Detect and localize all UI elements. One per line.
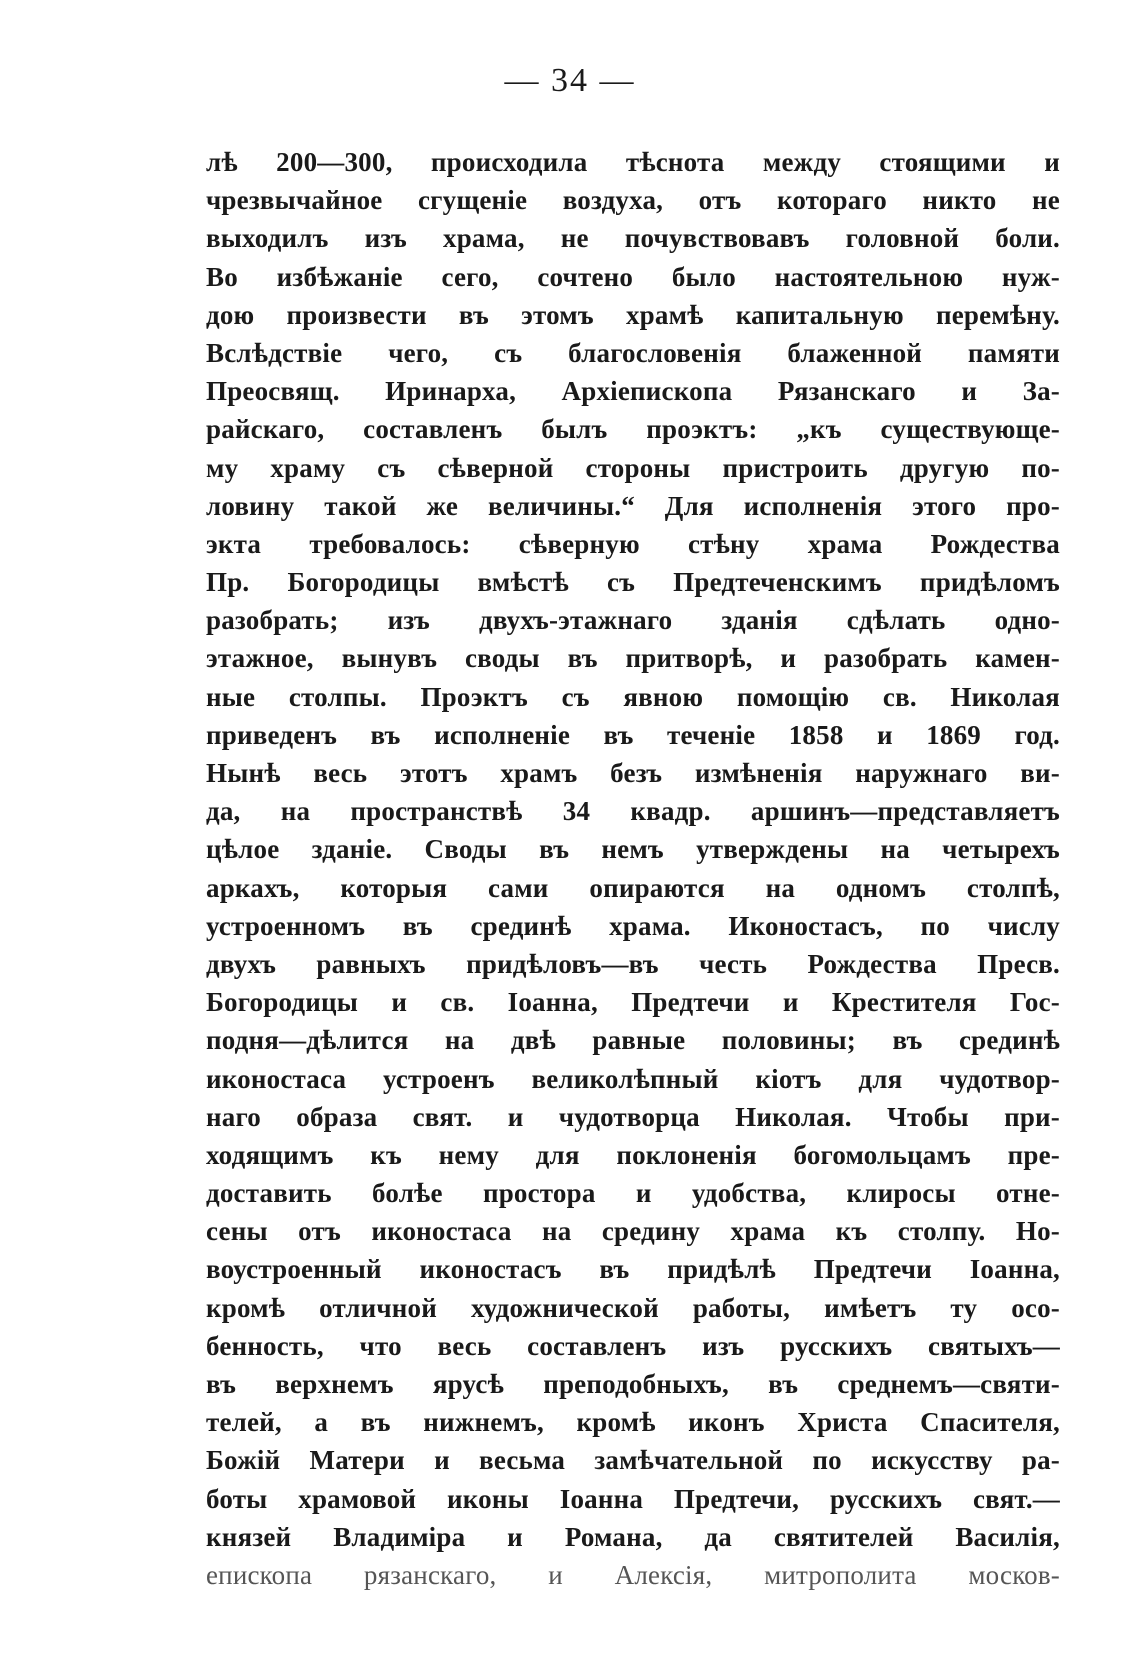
text-line: разобрать; изъ двухъ-этажнаго зданія сдѣлать одно- bbox=[206, 605, 1060, 636]
text-line: епископа рязанскаго, и Алексія, митрополита москов- bbox=[206, 1559, 1060, 1590]
text-line: доставить болѣе простора и удобства, клиросы отне- bbox=[206, 1178, 1060, 1209]
text-line: боты храмовой иконы Іоанна Предтечи, русскихъ свят.— bbox=[206, 1483, 1060, 1514]
text-line: Богородицы и св. Іоанна, Предтечи и Крестителя Гос- bbox=[206, 987, 1060, 1018]
text-line: выходилъ изъ храма, не почувствовавъ головной боли. bbox=[206, 223, 1060, 254]
text-line: Вслѣдствіе чего, съ благословенія блаженной памяти bbox=[206, 337, 1060, 368]
text-line: Божій Матери и весьма замѣчательной по искусству ра- bbox=[206, 1445, 1060, 1476]
text-line: иконостаса устроенъ великолѣпный кіотъ для чудотвор- bbox=[206, 1063, 1060, 1094]
text-line: въ верхнемъ ярусѣ преподобныхъ, въ среднемъ—святи- bbox=[206, 1369, 1060, 1399]
text-line: ловину такой же величины.“ Для исполненія этого про- bbox=[206, 490, 1060, 521]
text-line: аркахъ, которыя сами опираются на одномъ столпѣ, bbox=[206, 872, 1060, 903]
text-line: князей Владиміра и Романа, да святителей Василія, bbox=[206, 1521, 1060, 1552]
text-line: да, на пространствѣ 34 квадр. аршинъ—представляетъ bbox=[206, 796, 1060, 827]
text-line: бенность, что весь составленъ изъ русскихъ святыхъ— bbox=[206, 1330, 1060, 1361]
text-line: чрезвычайное сгущеніе воздуха, отъ котораго никто не bbox=[206, 185, 1060, 216]
text-line: Пр. Богородицы вмѣстѣ съ Предтеченскимъ придѣломъ bbox=[206, 567, 1060, 598]
text-line: наго образа свят. и чудотворца Николая. Чтобы при- bbox=[206, 1101, 1060, 1132]
text-line: воустроенный иконостасъ въ придѣлѣ Предтечи Іоанна, bbox=[206, 1254, 1060, 1285]
text-line: этажное, вынувъ своды въ притворѣ, и разобрать камен- bbox=[206, 643, 1060, 674]
text-line: устроенномъ въ срединѣ храма. Иконостасъ, по числу bbox=[206, 910, 1060, 941]
text-line: лѣ 200—300, происходила тѣснота между стоящими и bbox=[206, 147, 1060, 177]
text-line: сены отъ иконостаса на средину храма къ столпу. Но- bbox=[206, 1216, 1060, 1247]
text-line: телей, а въ нижнемъ, кромѣ иконъ Христа Спасителя, bbox=[206, 1407, 1060, 1438]
text-line: двухъ равныхъ придѣловъ—въ честь Рождества Пресв. bbox=[206, 948, 1060, 979]
text-line: кромѣ отличной художнической работы, имѣетъ ту осо- bbox=[206, 1292, 1060, 1323]
text-line: му храму съ сѣверной стороны пристроить другую по- bbox=[206, 452, 1060, 483]
text-line: подня—дѣлится на двѣ равные половины; въ срединѣ bbox=[206, 1025, 1060, 1056]
text-line: дою произвести въ этомъ храмѣ капитальную перемѣну. bbox=[206, 299, 1060, 330]
text-line: ходящимъ къ нему для поклоненія богомольцамъ пре- bbox=[206, 1139, 1060, 1170]
text-line: Во избѣжаніе сего, сочтено было настоятельною нуж- bbox=[206, 261, 1060, 292]
body-text bbox=[206, 143, 1060, 1594]
text-line: райскаго, составленъ былъ проэктъ: „къ существующе- bbox=[206, 414, 1060, 445]
text-line: Нынѣ весь этотъ храмъ безъ измѣненія наружнаго ви- bbox=[206, 758, 1060, 788]
text-line: экта требовалось: сѣверную стѣну храма Рождества bbox=[206, 528, 1060, 559]
text-line: ные столпы. Проэктъ съ явною помощію св. Николая bbox=[206, 681, 1060, 712]
text-line: цѣлое зданіе. Своды въ немъ утверждены на четырехъ bbox=[206, 834, 1060, 865]
text-line: приведенъ въ исполненіе въ теченіе 1858 и 1869 год. bbox=[206, 719, 1060, 750]
page-number: — 34 — bbox=[504, 62, 636, 99]
text-line: Преосвящ. Иринарха, Архіепископа Рязанскаго и За- bbox=[206, 376, 1060, 407]
